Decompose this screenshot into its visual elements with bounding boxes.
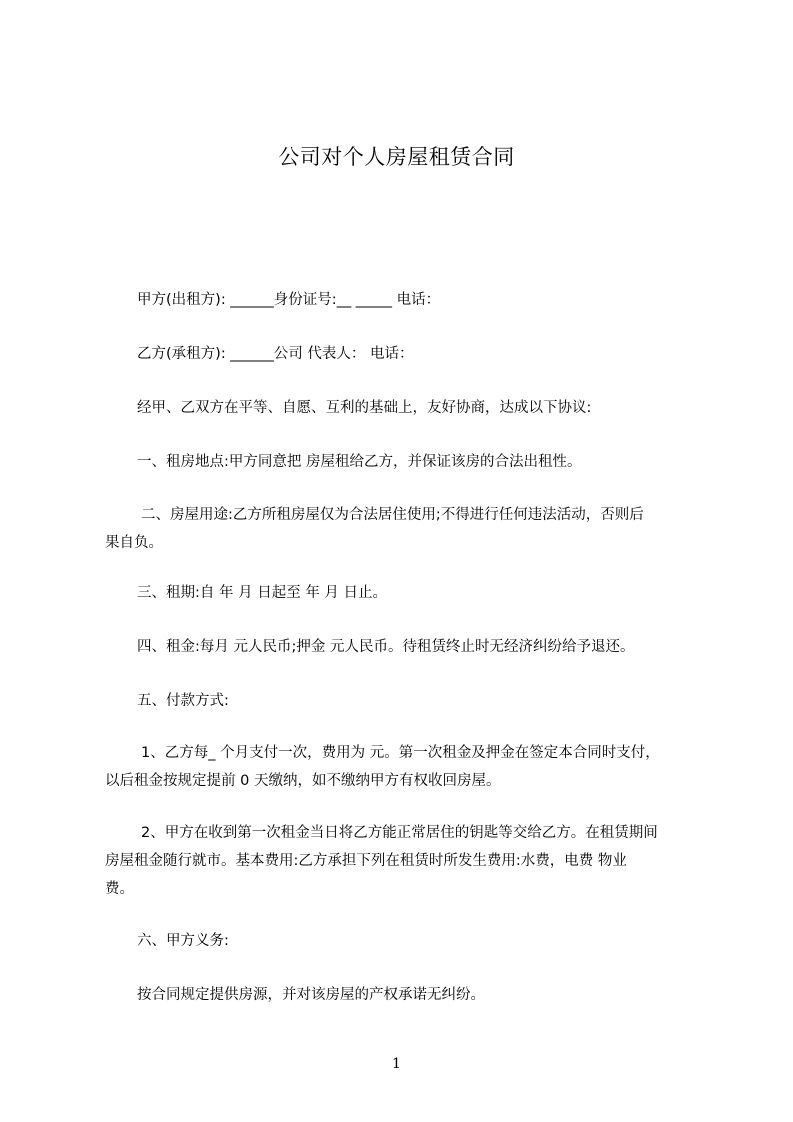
party-b-line: [105, 340, 705, 368]
clause-5-1-paragraph: [105, 739, 705, 795]
party-a-line: [105, 286, 705, 314]
party-b-text: 乙方(承租方): ______公司 代表人： 电话：: [137, 346, 414, 362]
clause-6-body-text: 按合同规定提供房源，并对该房屋的产权承诺无纠纷。: [137, 987, 485, 1003]
clause-5-2-text-line-3: 费。: [105, 881, 134, 897]
clause-5-text: 五、付款方式:: [137, 693, 229, 709]
clause-5-1-text-line-1: 1、乙方每_ 个月支付一次，费用为 元。第一次租金及押金在签定本合同时支付，: [141, 745, 660, 761]
clause-3-paragraph: [105, 579, 705, 607]
clause-5-1-text-line-2: 以后租金按规定提前 0 天缴纳，如不缴纳甲方有权收回房屋。: [105, 773, 501, 789]
clause-5-2-paragraph: [105, 819, 705, 903]
clause-1-paragraph: [105, 448, 705, 476]
clause-2-text-line-1: 二、房屋用途:乙方所租房屋仅为合法居住使用;不得进行任何违法活动，否则后: [141, 507, 644, 523]
page-number: 1: [392, 1056, 401, 1072]
clause-5-heading: [105, 687, 705, 715]
clause-4-paragraph: [105, 633, 705, 661]
clause-6-heading: [105, 927, 705, 955]
clause-5-2-text-line-1: 2、甲方在收到第一次租金当日将乙方能正常居住的钥匙等交给乙方。在租赁期间: [141, 825, 658, 841]
clause-4-text: 四、租金:每月 元人民币;押金 元人民币。待租赁终止时无经济纠纷给予退还。: [137, 639, 635, 655]
clause-5-2-text-line-2: 房屋租金随行就市。基本费用:乙方承担下列在租赁时所发生费用:水费，电费 物业: [105, 853, 627, 869]
clause-1-text: 一、租房地点:甲方同意把 房屋租给乙方，并保证该房的合法出租性。: [137, 454, 582, 470]
clause-2-text-line-2: 果自负。: [105, 535, 163, 551]
clause-3-text: 三、租期:自 年 月 日起至 年 月 日止。: [137, 585, 388, 601]
party-a-text: 甲方(出租方): ______身份证号:__ _____ 电话：: [137, 292, 441, 308]
preamble-paragraph: [105, 394, 705, 422]
clause-2-paragraph: [105, 501, 705, 557]
document-title: 公司对个人房屋租赁合同: [278, 145, 515, 169]
clause-6-text: 六、甲方义务:: [137, 933, 229, 949]
clause-6-body: [105, 981, 705, 1009]
preamble-text: 经甲、乙双方在平等、自愿、互利的基础上，友好协商，达成以下协议:: [137, 400, 592, 416]
